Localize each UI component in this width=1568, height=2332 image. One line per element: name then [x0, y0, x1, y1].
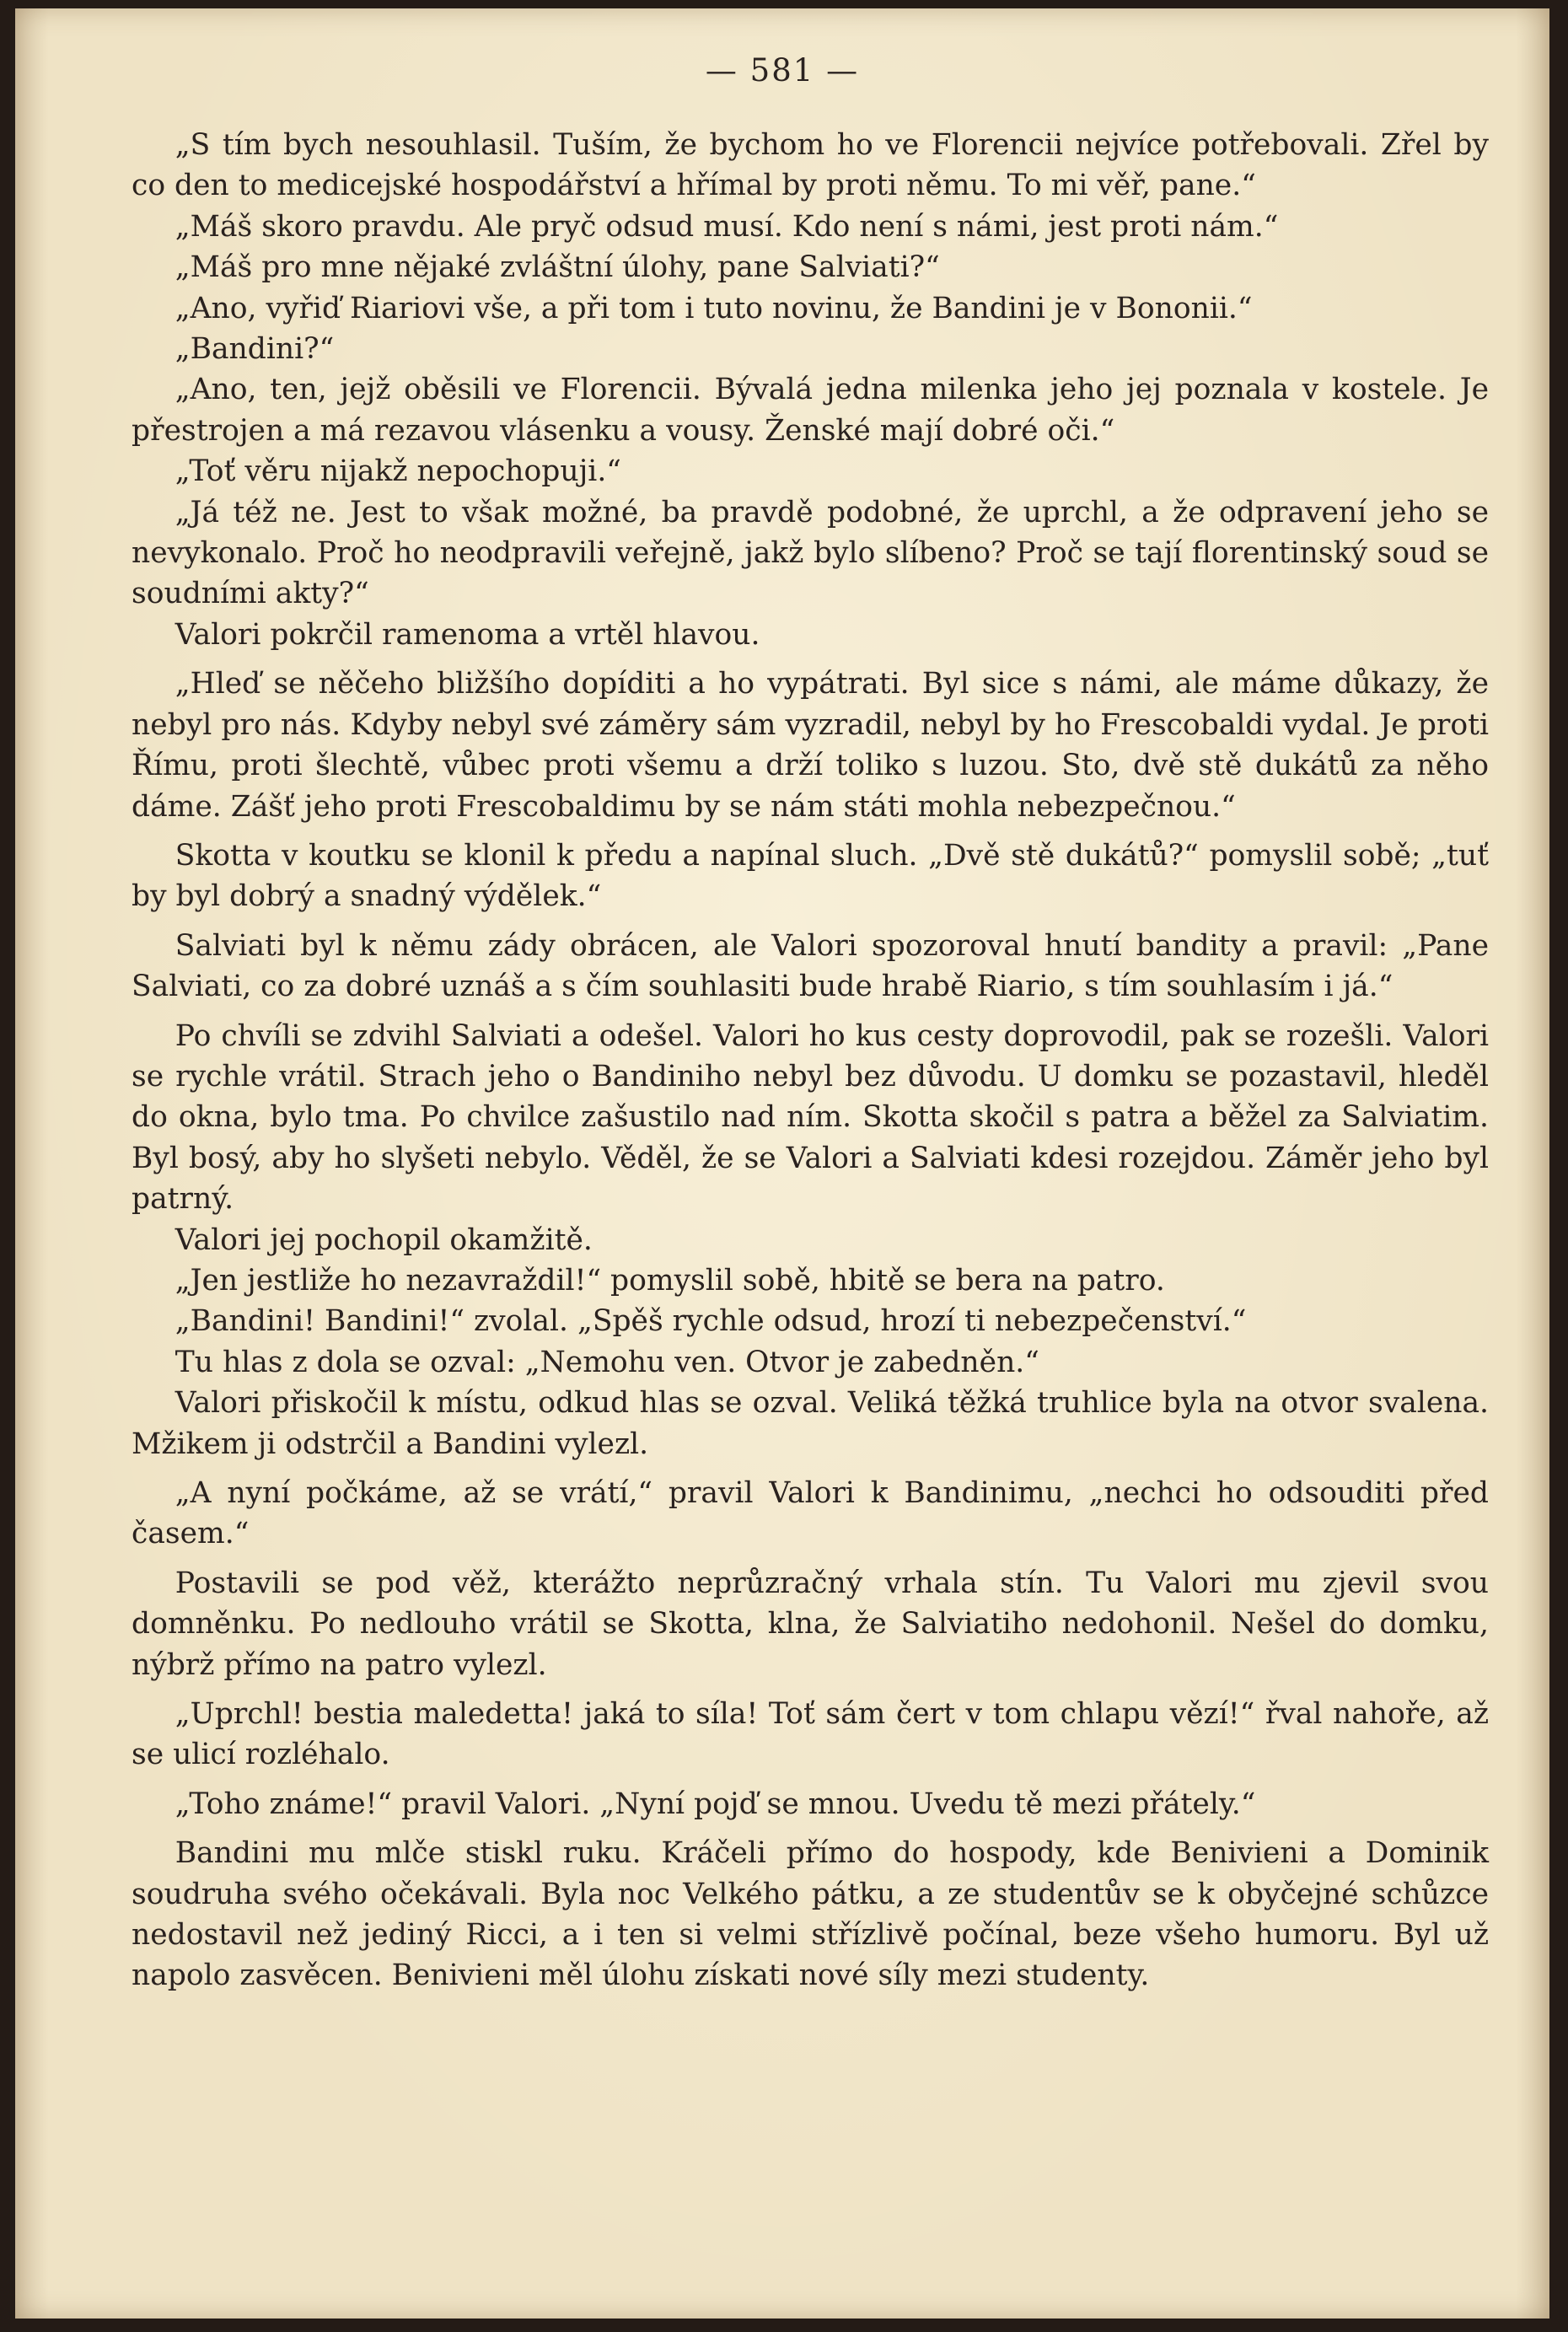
paragraph: Skotta v koutku se klonil k předu a napínal sluch. „Dvě stě dukátů?“ pomyslil sobě; „tuť by byl dobrý a snadný výdělek.“ — [132, 838, 1489, 914]
paragraph: „Já též ne. Jest to však možné, ba pravdě podobné, že uprchl, a že odpravení jeho se nevykonalo. Proč ho neodpravili veřejně, jakž bylo slíbeno? Proč se tají florentinský soud se soudními akty?“ — [132, 495, 1489, 611]
paragraph: „Bandini?“ — [175, 332, 335, 367]
paragraph: „Máš pro mne nějaké zvláštní úlohy, pane Salviati?“ — [175, 250, 940, 285]
paragraph: „Máš skoro pravdu. Ale pryč odsud musí. Kdo není s námi, jest proti nám.“ — [175, 209, 1279, 244]
paragraph: Salviati byl k němu zády obrácen, ale Valori spozoroval hnutí bandity a pravil: „Pane Salviati, co za dobré uznáš a s čím souhlasiti bude hrabě Riario, s tím souhlasím i já.“ — [132, 928, 1489, 1004]
paragraph: „Ano, vyřiď Riariovi vše, a při tom i tuto novinu, že Bandini je v Bononii.“ — [175, 291, 1253, 325]
paragraph: „Toho známe!“ pravil Valori. „Nyní pojď se mnou. Uvedu tě mezi přátely.“ — [175, 1787, 1256, 1821]
paragraph: Postavili se pod věž, kterážto neprůzračný vrhala stín. Tu Valori mu zjevil svou domněnku. Po nedlouho vrátil se Skotta, klna, že Salviatiho nedohonil. Nešel do domku, nýbrž přímo na patro vylezl. — [132, 1566, 1489, 1682]
paragraph: „Hleď se něčeho bližšího dopíditi a ho vypátrati. Byl sice s námi, ale máme důkazy, že nebyl pro nás. Kdyby nebyl své záměry sám vyzradil, nebyl by ho Frescobaldi vydal. Je proti Římu, proti šlechtě, vůbec proti všemu a drží toliko s luzou. Sto, dvě stě dukátů za něho dáme. Zášť jeho proti Frescobaldimu by se nám státi mohla nebezpečnou.“ — [132, 667, 1489, 824]
paragraph: „Bandini! Bandini!“ zvolal. „Spěš rychle odsud, hrozí ti nebezpečenství.“ — [175, 1304, 1247, 1339]
page-number: — 581 — — [705, 52, 860, 89]
paragraph: „Uprchl! bestia maledetta! jaká to síla! Toť sám čert v tom chlapu vězí!“ řval nahoře, až se ulicí rozléhalo. — [132, 1697, 1489, 1772]
paragraph: Valori přiskočil k místu, odkud hlas se ozval. Veliká těžká truhlice byla na otvor svalena. Mžikem ji odstrčil a Bandini vylezl. — [132, 1386, 1489, 1461]
paragraph: Tu hlas z dola se ozval: „Nemohu ven. Otvor je zabedněn.“ — [175, 1345, 1039, 1379]
paragraph: Bandini mu mlče stiskl ruku. Kráčeli přímo do hospody, kde Benivieni a Dominik soudruha svého očekávali. Byla noc Velkého pátku, a ze studentův se k obyčejné schůzce nedostavil než jediný Ricci, a i ten si velmi střízlivě počínal, beze všeho humoru. Byl už napolo zasvěcen. Benivieni měl úlohu získati nové síly mezi studenty. — [132, 1836, 1489, 1993]
book-page — [15, 8, 1549, 2319]
paragraph: Valori pokrčil ramenoma a vrtěl hlavou. — [175, 617, 760, 652]
paragraph: „Ano, ten, jejž oběsili ve Florencii. Bývalá jedna milenka jeho jej poznala v kostele. Je přestrojen a má rezavou vlásenku a vousy. Ženské mají dobré oči.“ — [132, 373, 1489, 448]
page-body — [132, 125, 1489, 1996]
paragraph: „Jen jestliže ho nezavraždil!“ pomyslil sobě, hbitě se bera na patro. — [175, 1263, 1165, 1298]
paragraph: „Toť věru nijakž nepochopuji.“ — [175, 454, 621, 489]
paragraph: „A nyní počkáme, až se vrátí,“ pravil Valori k Bandinimu, „nechci ho odsouditi před časem.“ — [132, 1476, 1489, 1551]
paragraph: Valori jej pochopil okamžitě. — [175, 1222, 593, 1257]
paragraph: „S tím bych nesouhlasil. Tuším, že bychom ho ve Florencii nejvíce potřebovali. Zřel by co den to medicejské hospodářství a hřímal by proti němu. To mi věř, pane.“ — [132, 128, 1489, 203]
paragraph: Po chvíli se zdvihl Salviati a odešel. Valori ho kus cesty doprovodil, pak se rozešli. Valori se rychle vrátil. Strach jeho o Bandiniho nebyl bez důvodu. U domku se pozastavil, hleděl do okna, bylo tma. Po chvilce zašustilo nad ním. Skotta skočil s patra a běžel za Salviatim. Byl bosý, aby ho slyšeti nebylo. Věděl, že se Valori a Salviati kdesi rozejdou. Záměr jeho byl patrný. — [132, 1018, 1489, 1217]
